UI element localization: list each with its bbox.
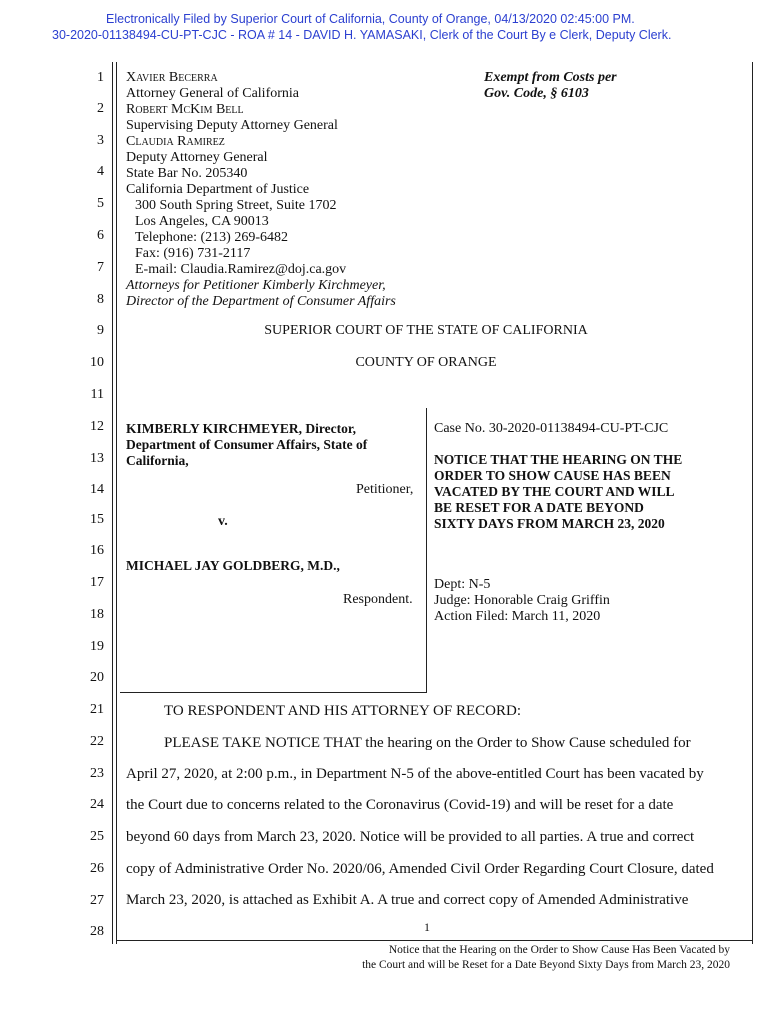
line-number: 15: [90, 512, 104, 527]
line-number: 26: [90, 861, 104, 876]
efiling-stamp-line-1: Electronically Filed by Superior Court of California, County of Orange, 04/13/2020 02:45:00 PM.: [106, 12, 635, 26]
left-margin-rule-inner: [116, 62, 117, 944]
line-number: 17: [90, 575, 104, 590]
page-number: 1: [424, 920, 430, 934]
case-number: Case No. 30-2020-01138494-CU-PT-CJC: [434, 421, 669, 436]
line-number: 9: [97, 323, 104, 338]
body-line-3: the Court due to concerns related to the Coronavirus (Covid-19) and will be reset for a date: [126, 797, 674, 813]
footer-rule: [116, 940, 753, 941]
line-number: 4: [97, 164, 104, 179]
action-filed: Action Filed: March 11, 2020: [434, 609, 601, 624]
line-number: 5: [97, 196, 104, 211]
left-margin-rule: [112, 62, 113, 944]
right-margin-rule: [752, 62, 753, 944]
line-number: 12: [90, 419, 104, 434]
attorney-name-1: Xavier Becerra: [126, 70, 218, 85]
line-number: 18: [90, 607, 104, 622]
petitioner-line-3: California,: [126, 453, 189, 468]
attorney-name-3: Claudia Ramirez: [126, 134, 225, 149]
line-number: 8: [97, 292, 104, 307]
exempt-line-2: Gov. Code, § 6103: [484, 86, 589, 101]
fax: Fax: (916) 731-2117: [135, 246, 251, 261]
attorneys-for-line-2: Director of the Department of Consumer Affairs: [126, 294, 396, 309]
department: Dept: N-5: [434, 577, 491, 592]
court-county: COUNTY OF ORANGE: [355, 355, 497, 370]
line-number: 25: [90, 829, 104, 844]
line-number: 3: [97, 133, 104, 148]
email: E-mail: Claudia.Ramirez@doj.ca.gov: [135, 262, 347, 277]
document-title-line-3: VACATED BY THE COURT AND WILL: [434, 484, 675, 499]
line-number: 24: [90, 797, 104, 812]
document-title-line-2: ORDER TO SHOW CAUSE HAS BEEN: [434, 468, 671, 483]
attorney-title-1: Attorney General of California: [126, 86, 299, 101]
body-line-2: April 27, 2020, at 2:00 p.m., in Department N-5 of the above-entitled Court has been vacated by: [126, 766, 704, 782]
line-number: 21: [90, 702, 104, 717]
line-number: 11: [90, 387, 104, 402]
exempt-line-1: Exempt from Costs per: [484, 70, 617, 85]
body-line-5: copy of Administrative Order No. 2020/06, Amended Civil Order Regarding Court Closure, dated: [126, 861, 714, 877]
versus: v.: [218, 514, 228, 529]
body-line-6: March 23, 2020, is attached as Exhibit A. A true and correct copy of Amended Administrative: [126, 892, 689, 908]
petitioner-line-1: KIMBERLY KIRCHMEYER, Director,: [126, 421, 357, 436]
footer-title-line-1: Notice that the Hearing on the Order to Show Cause Has Been Vacated by: [388, 944, 730, 956]
department-name: California Department of Justice: [126, 182, 310, 197]
attorney-title-2: Supervising Deputy Attorney General: [126, 118, 338, 133]
court-name: SUPERIOR COURT OF THE STATE OF CALIFORNIA: [264, 323, 588, 338]
line-number: 28: [90, 924, 104, 939]
petitioner-line-2: Department of Consumer Affairs, State of: [126, 437, 368, 452]
salutation: TO RESPONDENT AND HIS ATTORNEY OF RECORD:: [164, 703, 521, 719]
caption-divider: [426, 408, 427, 693]
line-number: 10: [90, 355, 104, 370]
efiling-stamp-line-2: 30-2020-01138494-CU-PT-CJC - ROA # 14 - DAVID H. YAMASAKI, Clerk of the Court By e Clerk, Deputy Clerk.: [52, 28, 672, 42]
respondent-role: Respondent.: [343, 592, 413, 607]
line-number: 13: [90, 451, 104, 466]
line-number: 16: [90, 543, 104, 558]
attorney-name-2: Robert McKim Bell: [126, 102, 244, 117]
line-number: 14: [90, 482, 104, 497]
petitioner-role: Petitioner,: [356, 482, 414, 497]
line-number: 19: [90, 639, 104, 654]
address-line-1: 300 South Spring Street, Suite 1702: [135, 198, 337, 213]
body-line-1: PLEASE TAKE NOTICE THAT the hearing on the Order to Show Cause scheduled for: [164, 735, 691, 751]
line-number: 1: [97, 70, 104, 85]
line-number: 27: [90, 893, 104, 908]
body-line-4: beyond 60 days from March 23, 2020. Notice will be provided to all parties. A true and correct: [126, 829, 695, 845]
document-title-line-5: SIXTY DAYS FROM MARCH 23, 2020: [434, 516, 665, 531]
telephone: Telephone: (213) 269-6482: [135, 230, 288, 245]
footer-title-line-2: the Court and will be Reset for a Date Beyond Sixty Days from March 23, 2020: [362, 959, 730, 971]
line-number: 20: [90, 670, 104, 685]
attorneys-for-line-1: Attorneys for Petitioner Kimberly Kirchmeyer,: [126, 278, 386, 293]
state-bar-number: State Bar No. 205340: [126, 166, 248, 181]
line-number: 6: [97, 228, 104, 243]
document-title-line-1: NOTICE THAT THE HEARING ON THE: [434, 452, 683, 467]
document-title-line-4: BE RESET FOR A DATE BEYOND: [434, 500, 644, 515]
respondent-name: MICHAEL JAY GOLDBERG, M.D.,: [126, 558, 340, 573]
attorney-title-3: Deputy Attorney General: [126, 150, 268, 165]
line-number: 7: [97, 260, 104, 275]
line-number: 2: [97, 101, 104, 116]
line-number: 22: [90, 734, 104, 749]
address-line-2: Los Angeles, CA 90013: [135, 214, 269, 229]
caption-bottom-rule: [120, 692, 427, 693]
judge: Judge: Honorable Craig Griffin: [434, 593, 610, 608]
line-number: 23: [90, 766, 104, 781]
